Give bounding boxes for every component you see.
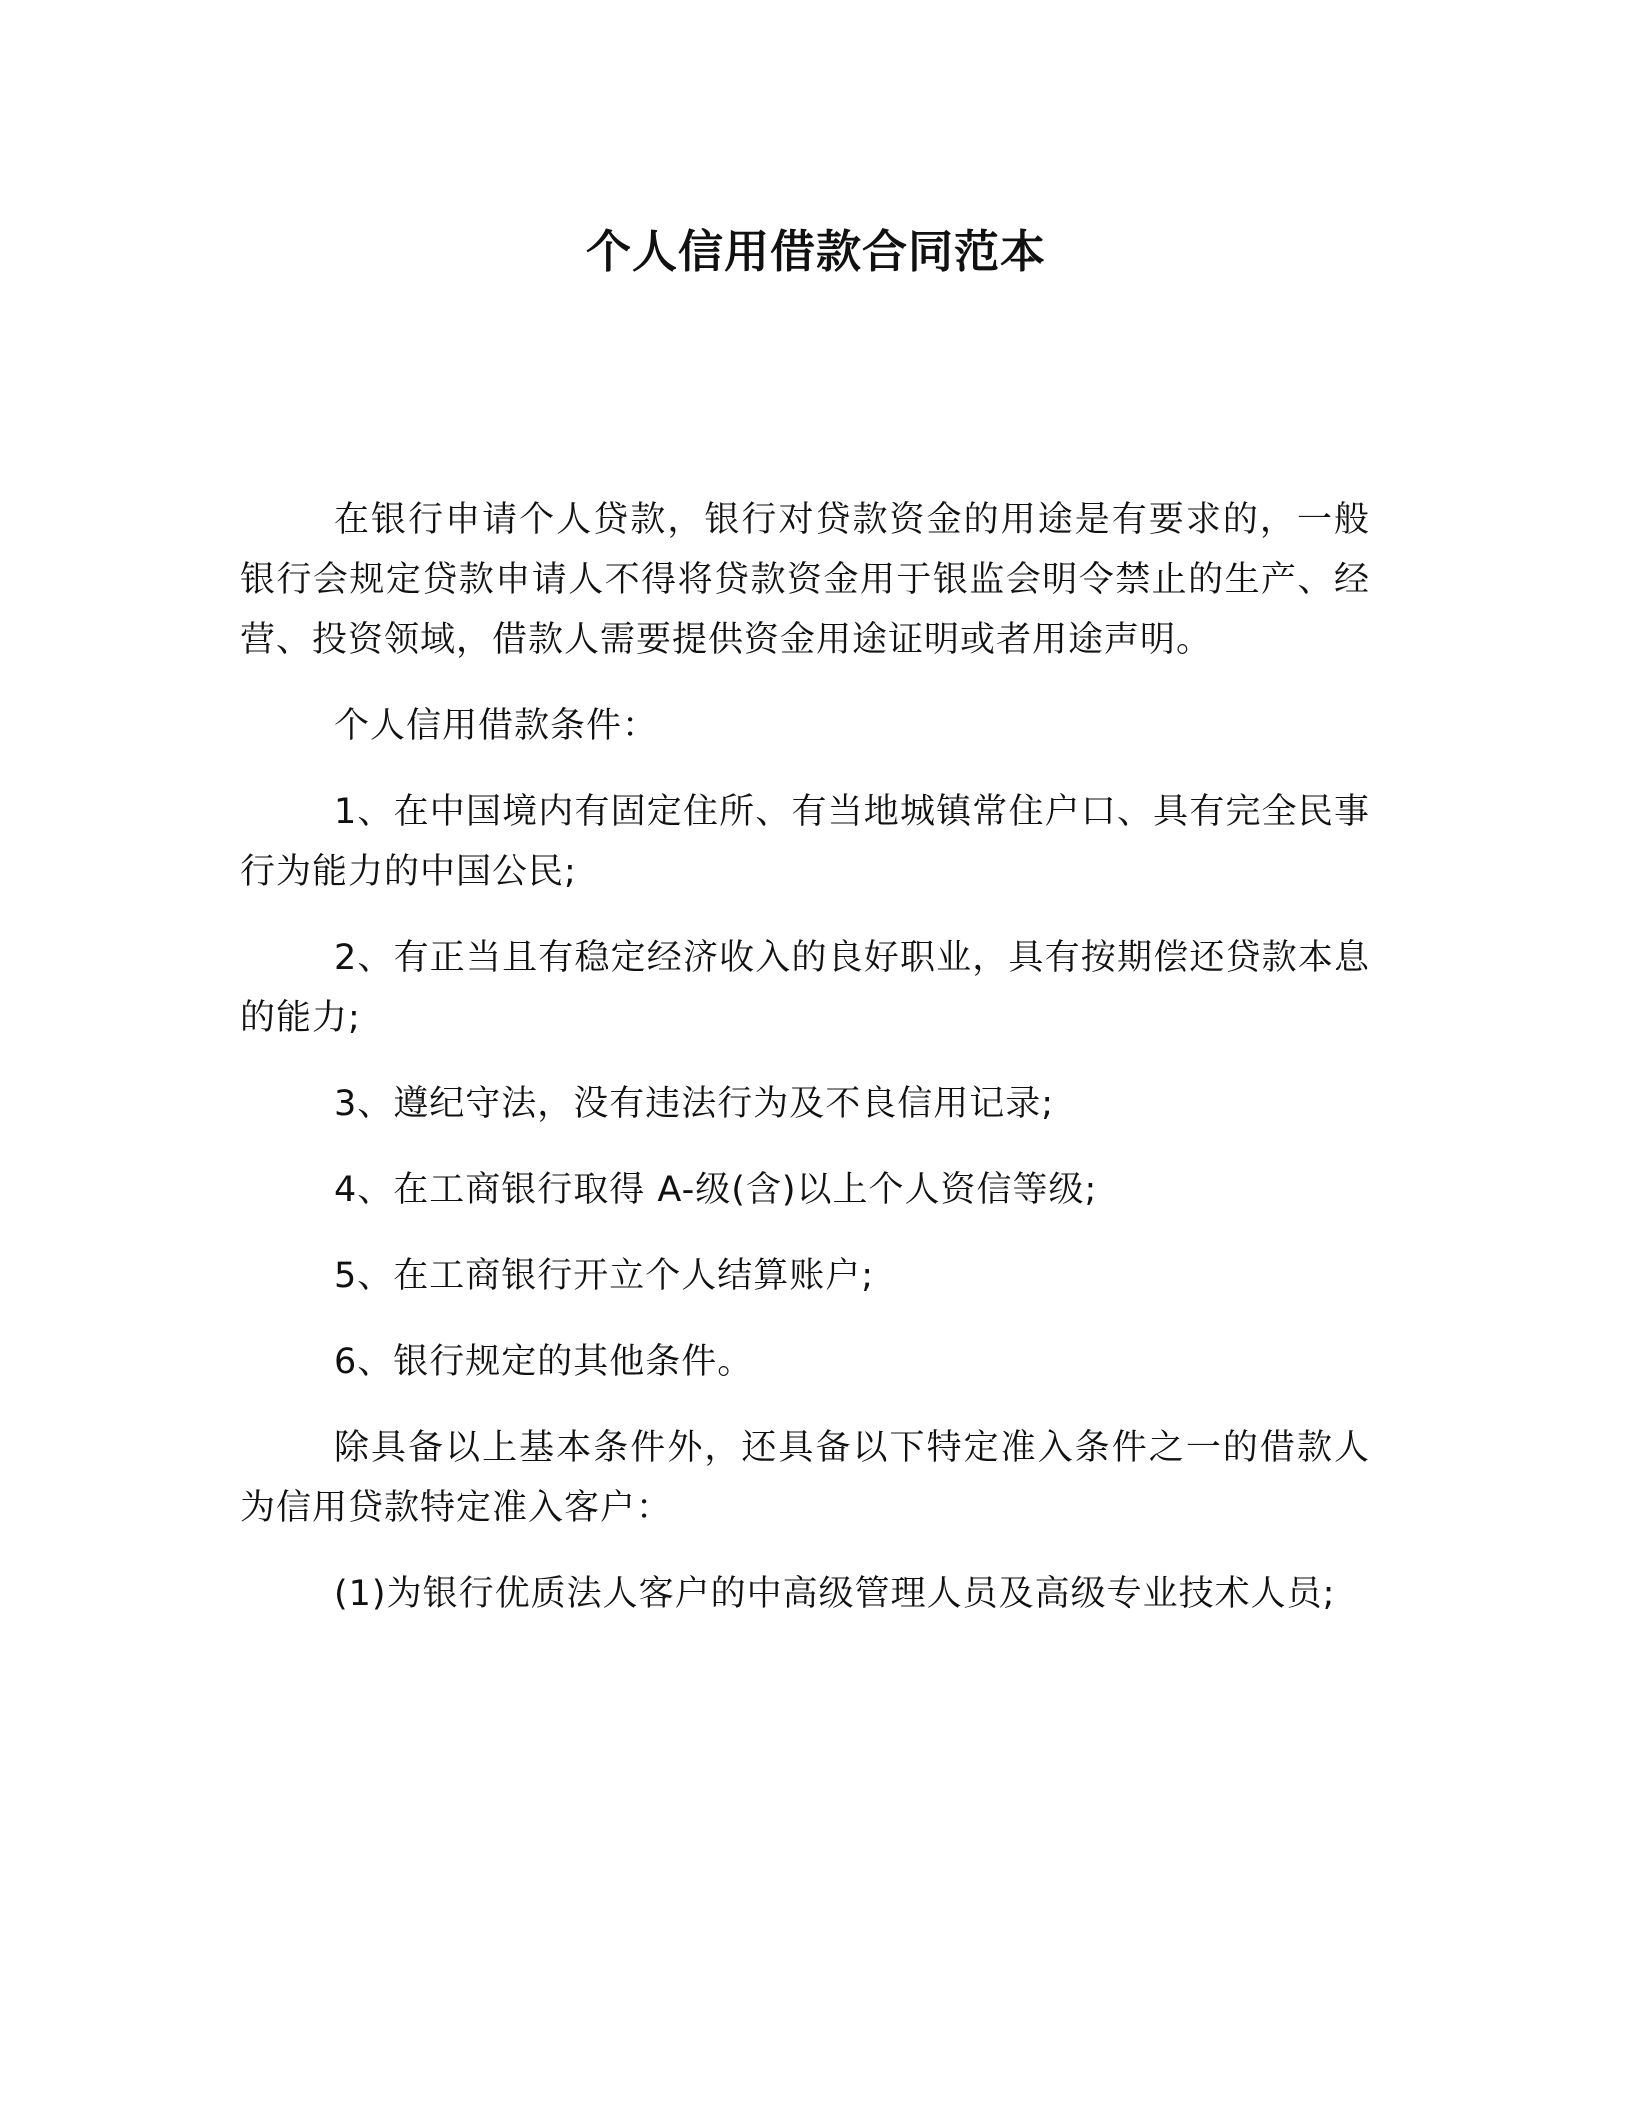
paragraph-condition-6: 6、银行规定的其他条件。	[334, 1342, 754, 1382]
paragraph-conditions-heading: 个人信用借款条件：	[334, 706, 659, 746]
paragraph-special-intro: 除具备以上基本条件外，还具备以下特定准入条件之一的借款人为信用贷款特定准入客户：	[240, 1428, 1370, 1528]
paragraph-condition-2: 2、有正当且有稳定经济收入的良好职业，具有按期偿还贷款本息的能力;	[240, 938, 1370, 1038]
paragraph-condition-3: 3、遵纪守法，没有违法行为及不良信用记录;	[334, 1084, 1055, 1124]
paragraph-condition-5: 5、在工商银行开立个人结算账户;	[334, 1256, 875, 1296]
paragraph-condition-4: 4、在工商银行取得 A-级(含)以上个人资信等级;	[334, 1170, 1098, 1210]
document-title: 个人信用借款合同范本	[585, 225, 1046, 278]
paragraph-condition-1: 1、在中国境内有固定住所、有当地城镇常住户口、具有完全民事行为能力的中国公民;	[240, 792, 1370, 892]
paragraph-intro: 在银行申请个人贷款，银行对贷款资金的用途是有要求的，一般银行会规定贷款申请人不得将贷款资金用于银监会明令禁止的生产、经营、投资领域，借款人需要提供资金用途证明或者用途声明。	[240, 500, 1370, 660]
paragraph-special-1: (1)为银行优质法人客户的中高级管理人员及高级专业技术人员;	[334, 1574, 1336, 1614]
document-body	[240, 490, 1370, 1650]
